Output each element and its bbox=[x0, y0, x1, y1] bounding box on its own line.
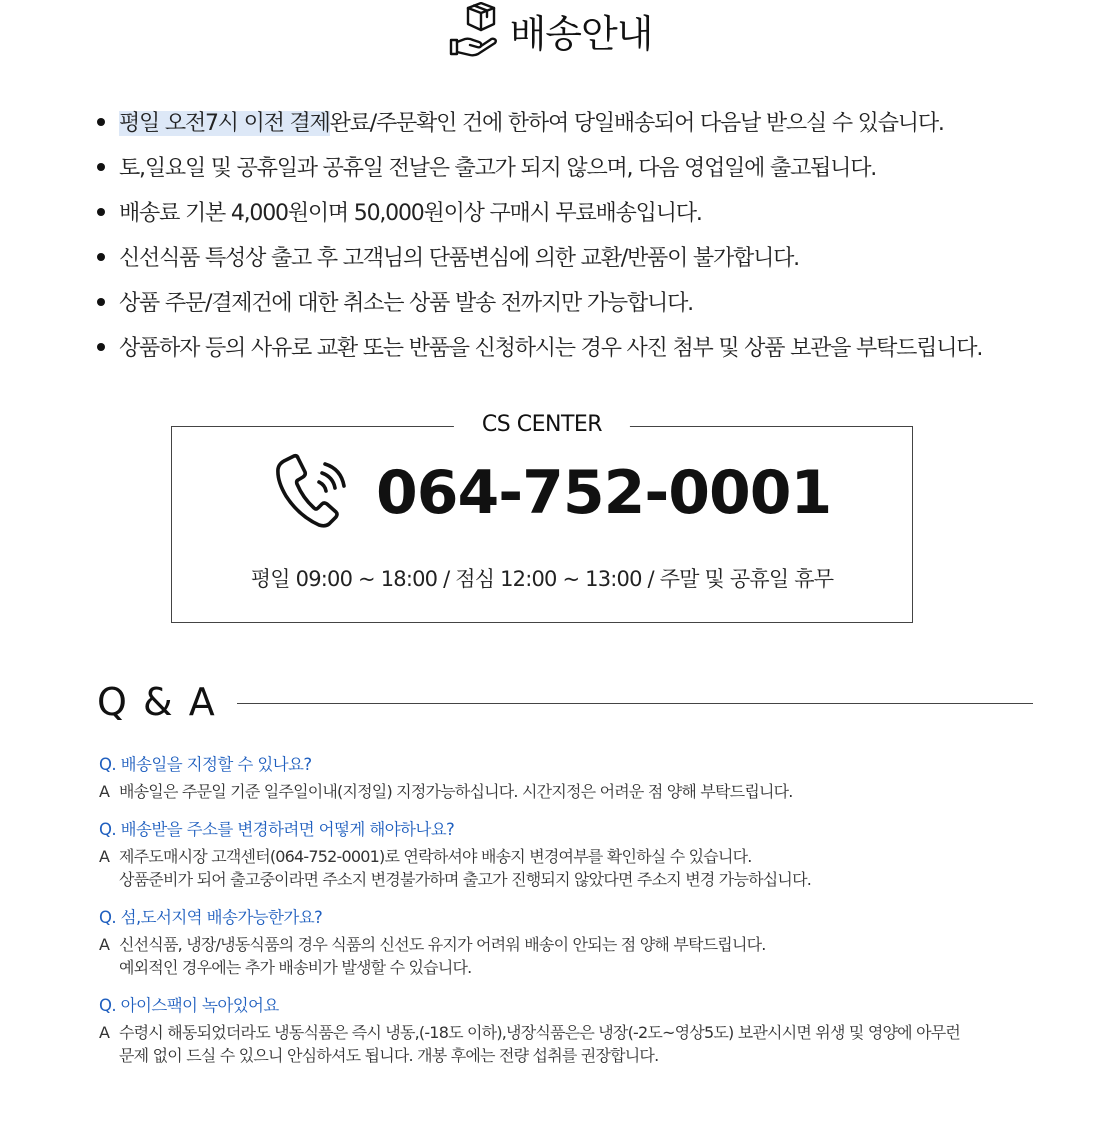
page-header bbox=[0, 0, 1100, 60]
answer-line: 예외적인 경우에는 추가 배송비가 발생할 수 있습니다. bbox=[119, 958, 472, 977]
bullet-icon bbox=[97, 163, 105, 171]
notice-text bbox=[119, 196, 702, 227]
notice-item bbox=[97, 279, 1057, 324]
qa-list bbox=[99, 752, 1049, 1081]
box-hand-icon bbox=[448, 2, 498, 58]
notice-text bbox=[119, 286, 693, 317]
answer-lines bbox=[119, 933, 766, 979]
notice-body: 상품하자 등의 사유로 교환 또는 반품을 신청하시는 경우 사진 첨부 및 상품 보관을 부탁드립니다. bbox=[119, 336, 983, 361]
notice-body: 완료/주문확인 건에 한하여 당일배송되어 다음날 받으실 수 있습니다. bbox=[329, 111, 944, 136]
page-title: 배송안내 bbox=[509, 11, 653, 56]
qa-header bbox=[97, 680, 1033, 724]
cs-center-box bbox=[171, 412, 913, 623]
notice-body: 배송료 기본 4,000원이며 50,000원이상 구매시 무료배송입니다. bbox=[119, 201, 702, 226]
bullet-icon bbox=[97, 298, 105, 306]
notice-highlight: 평일 오전7시 이전 결제 bbox=[119, 111, 330, 136]
phone-icon bbox=[272, 453, 354, 533]
notice-item bbox=[97, 189, 1057, 234]
answer-mark: A bbox=[99, 847, 110, 866]
notice-item bbox=[97, 234, 1057, 279]
cs-phone-number[interactable]: 064-752-0001 bbox=[376, 458, 832, 528]
qa-divider bbox=[237, 703, 1033, 704]
answer-line: 문제 없이 드실 수 있으니 안심하셔도 됩니다. 개봉 후에는 전량 섭취를 권장합니다. bbox=[119, 1046, 659, 1065]
notice-text bbox=[119, 151, 876, 182]
bullet-icon bbox=[97, 253, 105, 261]
cs-center-label: CS CENTER bbox=[454, 412, 630, 437]
answer-line: 수령시 해동되었더라도 냉동식품은 즉시 냉동,(-18도 이하),냉장식품은은 냉장(-2도~영상5도) 보관시시면 위생 및 영양에 아무런 bbox=[119, 1023, 961, 1042]
notice-body: 신선식품 특성상 출고 후 고객님의 단품변심에 의한 교환/반품이 불가합니다. bbox=[119, 246, 799, 271]
bullet-icon bbox=[97, 208, 105, 216]
bullet-icon bbox=[97, 343, 105, 351]
qa-question: Q. 섬,도서지역 배송가능한가요? bbox=[99, 908, 323, 927]
answer-line: 배송일은 주문일 기준 일주일이내(지정일) 지정가능하십니다. 시간지정은 어려운 점 양해 부탁드립니다. bbox=[119, 782, 793, 801]
bullet-icon bbox=[97, 118, 105, 126]
answer-lines bbox=[119, 1021, 960, 1067]
answer-mark: A bbox=[99, 782, 110, 801]
notice-body: 토,일요일 및 공휴일과 공휴일 전날은 출고가 되지 않으며, 다음 영업일에 출고됩니다. bbox=[119, 156, 877, 181]
cs-hours-text: 평일 09:00 ~ 18:00 / 점심 12:00 ~ 13:00 / 주말 및 공휴일 휴무 bbox=[250, 567, 834, 591]
answer-lines bbox=[119, 780, 793, 803]
cs-phone-row bbox=[272, 453, 831, 533]
notice-body: 상품 주문/결제건에 대한 취소는 상품 발송 전까지만 가능합니다. bbox=[119, 291, 693, 316]
qa-title: Q & A bbox=[97, 680, 217, 724]
qa-answer bbox=[99, 1021, 1049, 1067]
qa-item bbox=[99, 817, 1049, 891]
answer-mark: A bbox=[99, 1023, 110, 1042]
answer-lines bbox=[119, 845, 811, 891]
answer-mark: A bbox=[99, 935, 110, 954]
notice-item bbox=[97, 144, 1057, 189]
notice-item bbox=[97, 324, 1057, 369]
notice-text bbox=[119, 331, 982, 362]
qa-question: Q. 아이스팩이 녹아있어요 bbox=[99, 996, 279, 1015]
notice-text bbox=[119, 106, 944, 137]
qa-item bbox=[99, 905, 1049, 979]
notice-text bbox=[119, 241, 799, 272]
answer-line: 상품준비가 되어 출고중이라면 주소지 변경불가하며 출고가 진행되지 않았다면 주소지 변경 가능하십니다. bbox=[119, 870, 812, 889]
qa-answer bbox=[99, 845, 1049, 891]
qa-answer bbox=[99, 933, 1049, 979]
qa-answer bbox=[99, 780, 1049, 803]
answer-line: 제주도매시장 고객센터(064-752-0001)로 연락하셔야 배송지 변경여부를 확인하실 수 있습니다. bbox=[119, 847, 752, 866]
qa-item bbox=[99, 752, 1049, 803]
qa-item bbox=[99, 993, 1049, 1067]
notice-item bbox=[97, 99, 1057, 144]
qa-question: Q. 배송일을 지정할 수 있나요? bbox=[99, 755, 312, 774]
qa-question: Q. 배송받을 주소를 변경하려면 어떻게 해야하나요? bbox=[99, 820, 455, 839]
answer-line: 신선식품, 냉장/냉동식품의 경우 식품의 신선도 유지가 어려워 배송이 안되는 점 양해 부탁드립니다. bbox=[119, 935, 766, 954]
delivery-notice-list bbox=[97, 99, 1057, 369]
